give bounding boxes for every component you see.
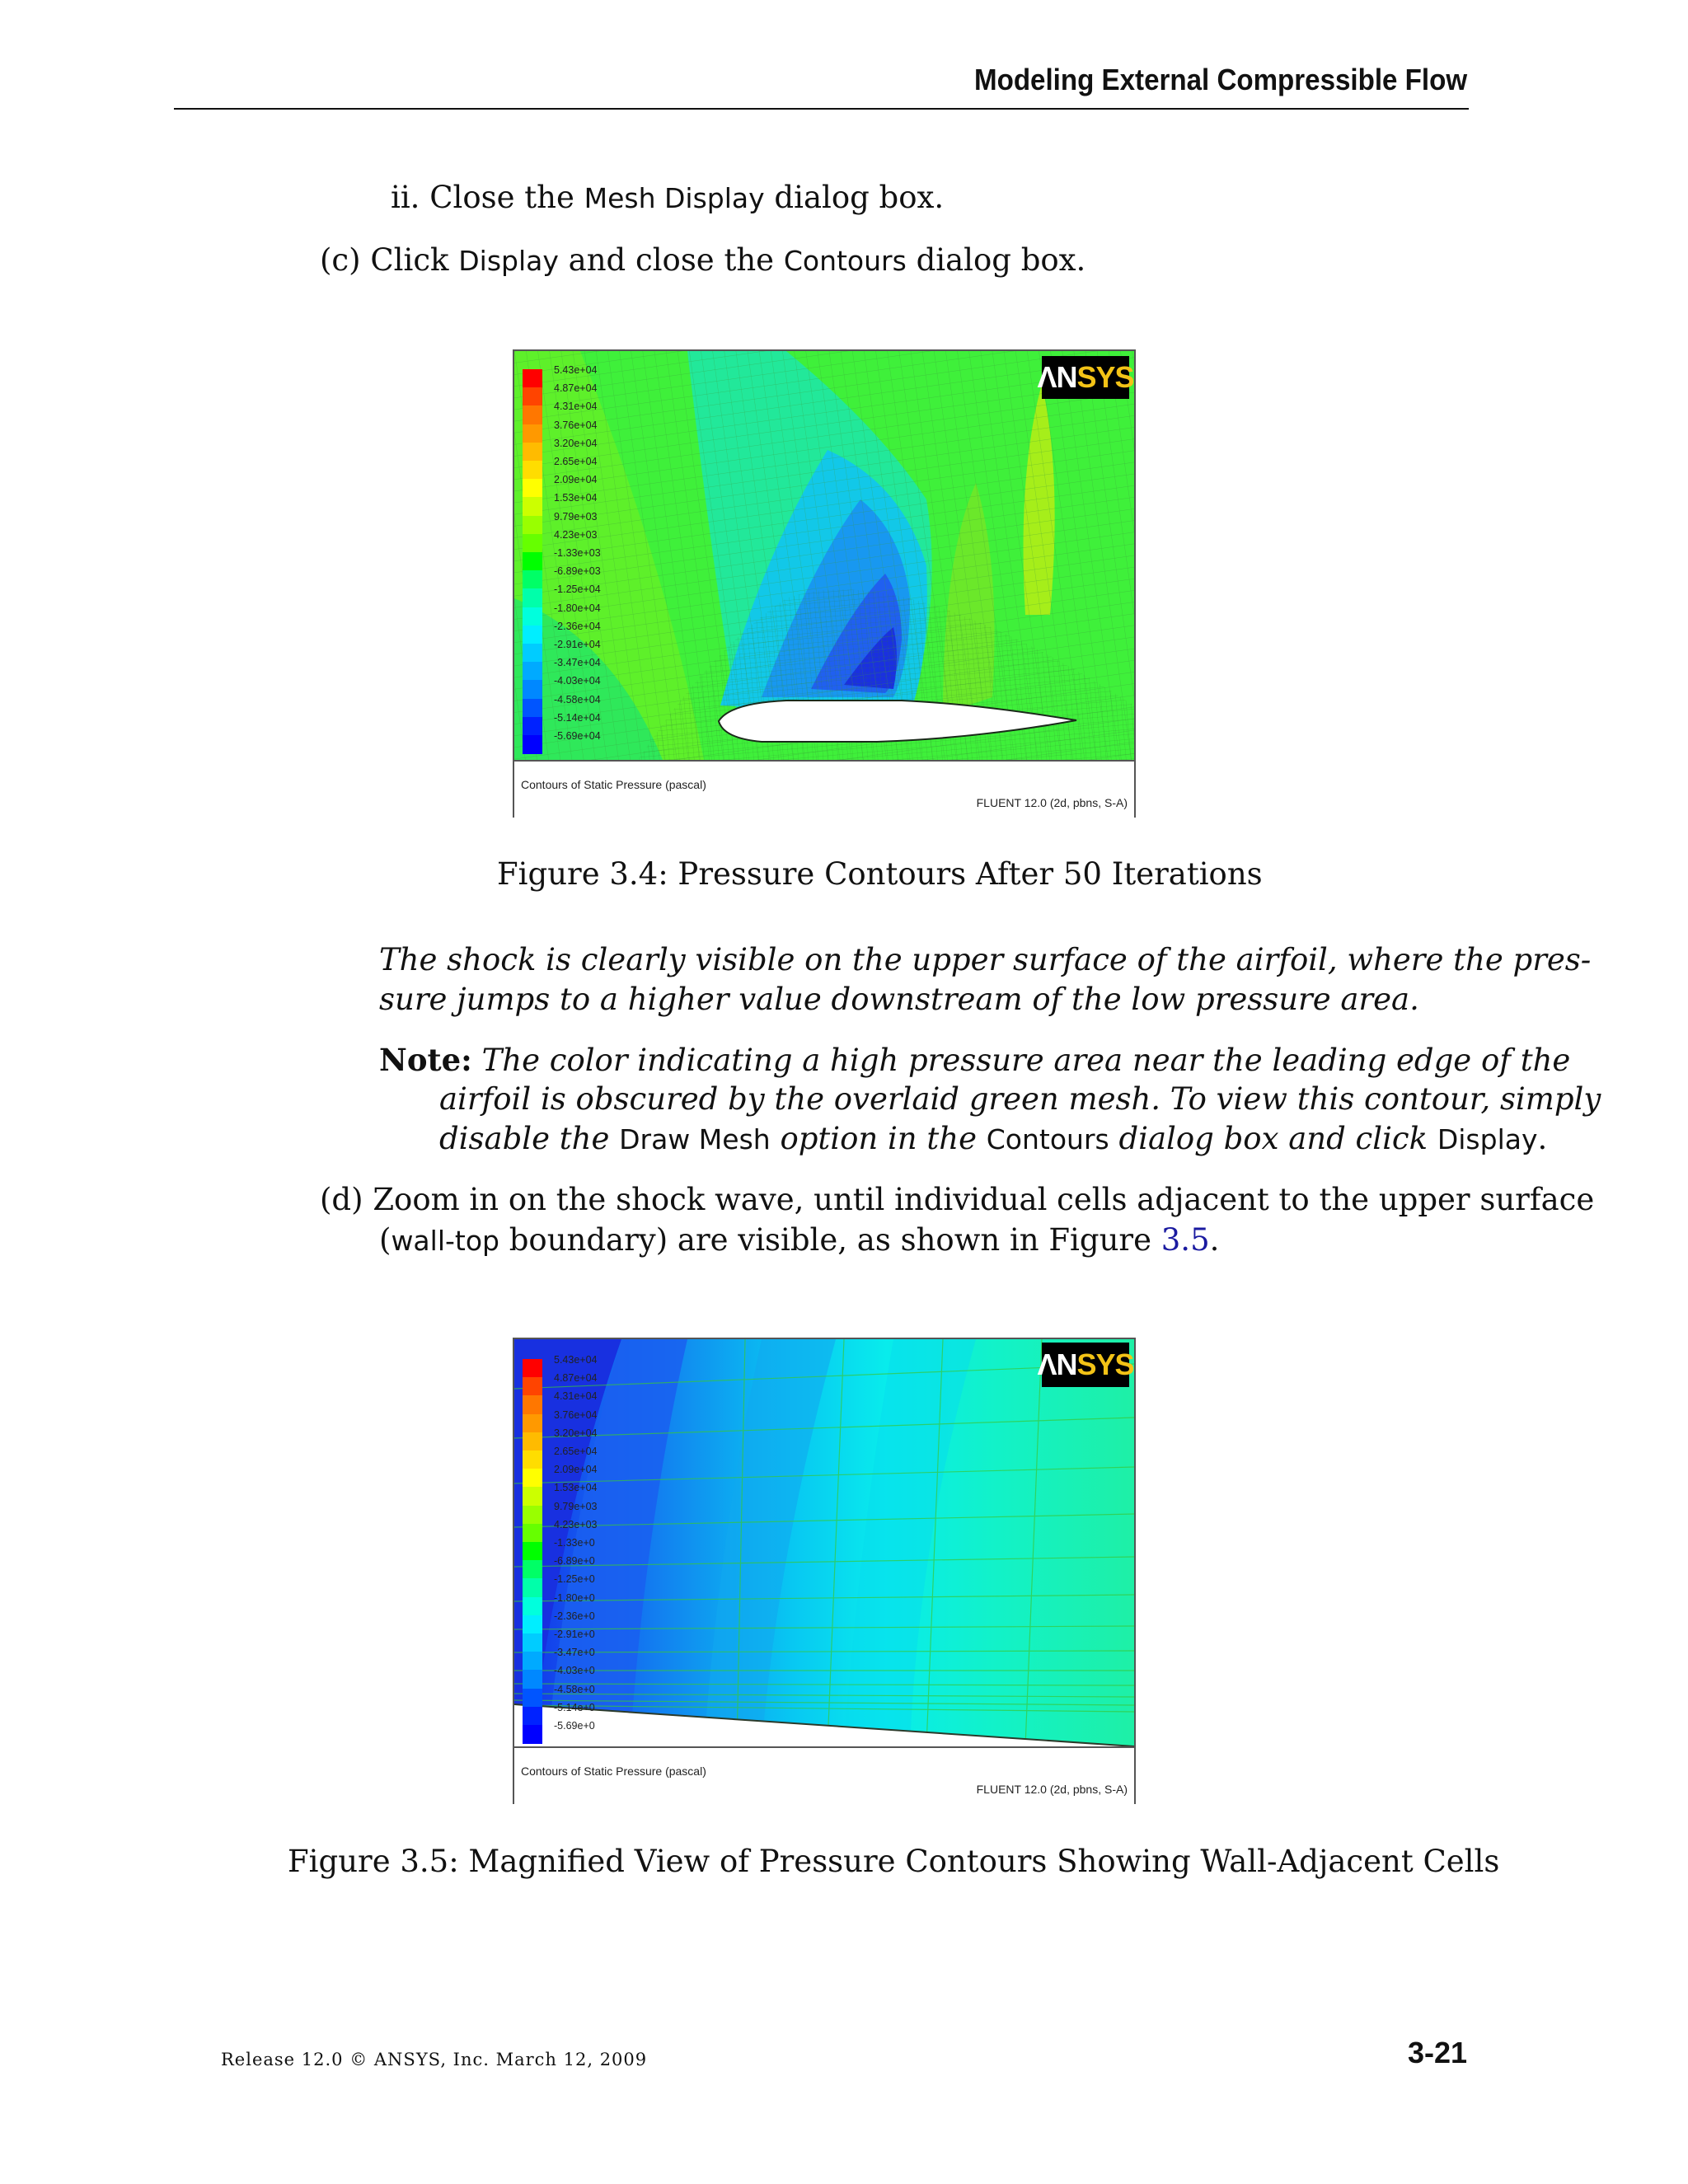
legend-label: -5.69e+0 (554, 1720, 595, 1732)
legend-label: -2.36e+04 (554, 620, 601, 632)
ansys-logo-an: ΛN (1037, 360, 1077, 394)
display-ref: Display (1437, 1123, 1538, 1155)
ansys-logo (1037, 1343, 1134, 1387)
ansys-logo-an: ΛN (1037, 1347, 1077, 1381)
legend-swatch (523, 644, 542, 663)
legend-label: 4.23e+03 (554, 528, 598, 541)
contour-caption-box (514, 1746, 1134, 1804)
mesh-display-ref: Mesh Display (584, 182, 765, 214)
legend-swatch (523, 1524, 542, 1543)
figure-3-4 (513, 349, 1136, 818)
legend-label: 2.09e+04 (554, 1464, 598, 1476)
legend-swatch (523, 1689, 542, 1708)
step-ii-text: Close the (429, 180, 574, 215)
wall-top-ref: wall-top (391, 1225, 499, 1257)
figure-3-4-caption: Figure 3.4: Pressure Contours After 50 Iterations (497, 856, 1263, 892)
legend-swatch (523, 1395, 542, 1414)
legend-swatch (523, 735, 542, 754)
step-d-text-1: Zoom in on the shock wave, until individual cells adjacent to the upper surface (373, 1182, 1595, 1217)
legend-label: 4.23e+03 (554, 1518, 598, 1530)
legend-swatch (523, 1560, 542, 1579)
note-line-1 (379, 1042, 1570, 1078)
legend-label: 4.31e+04 (554, 401, 598, 413)
legend-swatch (523, 1414, 542, 1433)
legend-swatch (523, 1506, 542, 1525)
contour-title: Contours of Static Pressure (pascal) (521, 1765, 706, 1778)
legend-label: -1.33e+0 (554, 1537, 595, 1549)
ansys-logo-sys: SYS (1076, 360, 1134, 394)
contour-title: Contours of Static Pressure (pascal) (521, 778, 706, 791)
solver-label: FLUENT 12.0 (2d, pbns, S-A) (976, 796, 1128, 809)
footer-release: Release 12.0 © ANSYS, Inc. March 12, 2009 (221, 2050, 648, 2069)
note-label: Note: (379, 1042, 472, 1078)
legend-label: 9.79e+03 (554, 1500, 598, 1512)
legend-label: -5.14e+04 (554, 711, 601, 724)
legend-swatch (523, 497, 542, 516)
legend-label: 4.87e+04 (554, 382, 598, 395)
note-text-1: The color indicating a high pressure area near the leading edge of the (481, 1043, 1571, 1078)
step-ii-marker: ii. (391, 180, 420, 215)
note-text-3a: disable the (439, 1121, 610, 1156)
legend-label: 3.76e+04 (554, 1408, 598, 1421)
legend-swatch (523, 1597, 542, 1616)
legend-label: 2.65e+04 (554, 1446, 598, 1457)
step-d-line-1 (320, 1182, 1594, 1217)
legend-label: 2.65e+04 (554, 456, 598, 467)
legend-label: -5.14e+0 (554, 1701, 595, 1713)
magnified-contour-plot (514, 1339, 1134, 1746)
legend-label: -1.80e+0 (554, 1591, 595, 1604)
legend-label: 3.20e+04 (554, 437, 598, 449)
legend-swatch (523, 680, 542, 699)
legend-swatch (523, 1578, 542, 1597)
legend-swatch (523, 387, 542, 406)
step-d-paren: ( (379, 1222, 392, 1258)
legend-label: -1.80e+04 (554, 602, 601, 614)
legend-swatch (523, 1725, 542, 1744)
step-d-line-2 (379, 1222, 1219, 1258)
legend-swatch (523, 699, 542, 718)
legend-swatch (523, 1633, 542, 1652)
legend-label: 9.79e+03 (554, 510, 598, 523)
paragraph-line-2: sure jumps to a higher value downstream of the low pressure area. (379, 982, 1419, 1017)
legend-swatch (523, 1469, 542, 1488)
legend-label: -4.03e+0 (554, 1665, 595, 1677)
note-text-3d: . (1537, 1121, 1548, 1156)
legend-label: 3.20e+04 (554, 1427, 598, 1439)
legend-label: -4.03e+04 (554, 675, 601, 687)
legend-label: -4.58e+0 (554, 1683, 595, 1695)
legend-swatch (523, 1432, 542, 1451)
legend-label: 2.09e+04 (554, 474, 598, 486)
legend-label: 5.43e+04 (554, 1354, 598, 1366)
legend-label: 1.53e+04 (554, 1482, 598, 1494)
step-d-text-2: boundary) are visible, as shown in Figure (509, 1222, 1151, 1258)
step-ii-text-end: dialog box. (774, 180, 945, 215)
step-c-text-end: dialog box. (916, 242, 1086, 278)
legend-swatch (523, 1542, 542, 1561)
legend-swatch (523, 461, 542, 480)
legend-swatch (523, 405, 542, 424)
step-c-text-mid: and close the (568, 242, 775, 278)
ansys-logo (1037, 356, 1134, 399)
legend-swatch (523, 1652, 542, 1671)
legend-label: 1.53e+04 (554, 492, 598, 504)
display-button-ref: Display (458, 245, 559, 277)
legend-swatch (523, 369, 542, 388)
legend-swatch (523, 479, 542, 498)
legend-swatch (523, 534, 542, 553)
legend-label: -2.36e+0 (554, 1610, 595, 1622)
page-number: 3-21 (1407, 2036, 1467, 2069)
legend-label: 3.76e+04 (554, 419, 598, 431)
header-rule (174, 108, 1469, 110)
note-line-3 (439, 1121, 1547, 1156)
legend-label: 5.43e+04 (554, 364, 598, 376)
legend-label: -1.33e+03 (554, 547, 601, 559)
note-text-3b: option in the (780, 1121, 977, 1156)
legend-label: -3.47e+0 (554, 1647, 595, 1659)
running-header-title: Modeling External Compressible Flow (973, 63, 1467, 96)
pressure-contour-plot (514, 351, 1134, 760)
legend-swatch (523, 516, 542, 535)
legend-swatch (523, 588, 542, 607)
legend-label: -2.91e+0 (554, 1629, 595, 1640)
paragraph-line-1: The shock is clearly visible on the upper surface of the airfoil, where the pres- (379, 942, 1592, 977)
legend-swatch (523, 570, 542, 589)
legend-label: -3.47e+04 (554, 657, 601, 669)
legend-swatch (523, 1487, 542, 1506)
step-c-text: Click (370, 242, 449, 278)
legend-label: -6.89e+0 (554, 1555, 595, 1568)
legend-label: -5.69e+04 (554, 730, 601, 742)
legend-swatch (523, 1451, 542, 1469)
contour-caption-box (514, 760, 1134, 818)
ansys-logo-sys: SYS (1076, 1347, 1134, 1381)
legend-swatch (523, 1707, 542, 1726)
legend-swatch (523, 607, 542, 626)
contours-dialog-ref: Contours (783, 245, 907, 277)
step-ii (391, 180, 944, 215)
legend-swatch (523, 1670, 542, 1689)
figure-3-5-link[interactable]: 3.5 (1160, 1222, 1210, 1258)
legend-label: -1.25e+04 (554, 583, 601, 596)
step-d-marker: (d) (320, 1182, 363, 1217)
legend-label: -6.89e+03 (554, 565, 601, 578)
legend-swatch (523, 626, 542, 644)
legend-swatch (523, 424, 542, 443)
step-c-marker: (c) (320, 242, 361, 278)
figure-3-5-caption: Figure 3.5: Magnified View of Pressure Contours Showing Wall-Adjacent Cells (288, 1844, 1500, 1879)
legend-swatch (523, 717, 542, 736)
legend-label: -4.58e+04 (554, 693, 601, 705)
legend-swatch (523, 552, 542, 571)
legend-swatch (523, 662, 542, 681)
legend-label: -2.91e+04 (554, 639, 601, 650)
legend-label: -1.25e+0 (554, 1573, 595, 1586)
legend-swatch (523, 1359, 542, 1378)
legend-label: 4.31e+04 (554, 1390, 598, 1403)
legend-swatch (523, 1377, 542, 1396)
solver-label: FLUENT 12.0 (2d, pbns, S-A) (976, 1783, 1128, 1796)
legend-swatch (523, 1615, 542, 1634)
step-c (320, 242, 1085, 278)
legend-label: 4.87e+04 (554, 1372, 598, 1385)
figure-3-5 (513, 1338, 1136, 1804)
contours-ref: Contours (986, 1123, 1109, 1155)
note-line-2: airfoil is obscured by the overlaid green mesh. To view this contour, simply (439, 1081, 1601, 1117)
step-d-period: . (1209, 1222, 1220, 1258)
legend-swatch (523, 443, 542, 462)
draw-mesh-ref: Draw Mesh (619, 1123, 771, 1155)
note-text-3c: dialog box and click (1118, 1121, 1428, 1156)
